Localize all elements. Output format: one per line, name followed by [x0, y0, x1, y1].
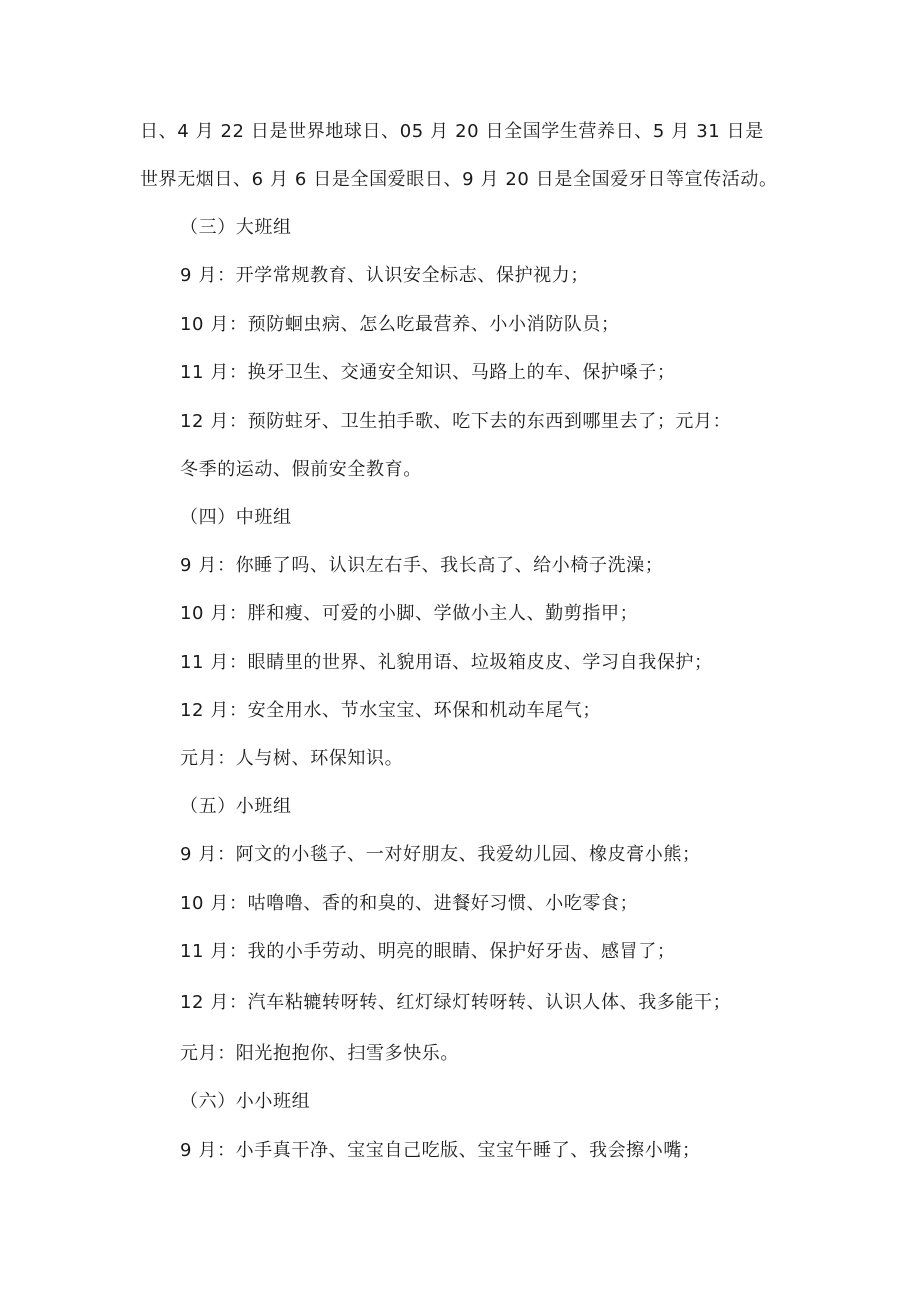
paragraph-line: 11 月：换牙卫生、交通安全知识、马路上的车、保护嗓子；	[180, 362, 676, 383]
paragraph-line: 9 月：你睡了吗、认识左右手、我长高了、给小椅子洗澡；	[180, 555, 664, 576]
paragraph-line: 元月：阳光抱抱你、扫雪多快乐。	[180, 1043, 459, 1064]
paragraph-line: 9 月：开学常规教育、认识安全标志、保护视力；	[180, 265, 589, 286]
paragraph-line: 12 月：汽车粘辘转呀转、红灯绿灯转呀转、认识人体、我多能干；	[180, 992, 732, 1013]
paragraph-line: 12 月：预防蛀牙、卫生拍手歌、吃下去的东西到哪里去了；元月：	[180, 411, 732, 432]
section-heading-middle-class: （四）中班组	[180, 507, 292, 528]
paragraph-line: 9 月：小手真干净、宝宝自己吃版、宝宝午睡了、我会擦小嘴；	[180, 1140, 701, 1161]
paragraph-line: 世界无烟日、6 月 6 日是全国爱眼日、9 月 20 日是全国爱牙日等宣传活动。	[140, 169, 778, 190]
paragraph-line: 11 月：眼睛里的世界、礼貌用语、垃圾箱皮皮、学习自我保护；	[180, 652, 713, 673]
paragraph-line: 10 月：咕噜噜、香的和臭的、进餐好习惯、小吃零食；	[180, 893, 639, 914]
paragraph-line: 日、4 月 22 日是世界地球日、05 月 20 日全国学生营养日、5 月 31 日是	[140, 121, 764, 142]
paragraph-line: 12 月：安全用水、节水宝宝、环保和机动车尾气；	[180, 700, 602, 721]
section-heading-tiny-class: （六）小小班组	[180, 1091, 311, 1112]
section-heading-large-class: （三）大班组	[180, 217, 292, 238]
paragraph-line: 9 月：阿文的小毯子、一对好朋友、我爱幼儿园、橡皮膏小熊；	[180, 844, 701, 865]
section-heading-small-class: （五）小班组	[180, 796, 292, 817]
paragraph-line: 元月：人与树、环保知识。	[180, 748, 404, 769]
paragraph-line: 11 月：我的小手劳动、明亮的眼睛、保护好牙齿、感冒了；	[180, 941, 676, 962]
paragraph-line: 10 月：胖和瘦、可爱的小脚、学做小主人、勤剪指甲；	[180, 603, 639, 624]
paragraph-line: 冬季的运动、假前安全教育。	[180, 459, 422, 480]
paragraph-line: 10 月：预防蛔虫病、怎么吃最营养、小小消防队员；	[180, 314, 620, 335]
